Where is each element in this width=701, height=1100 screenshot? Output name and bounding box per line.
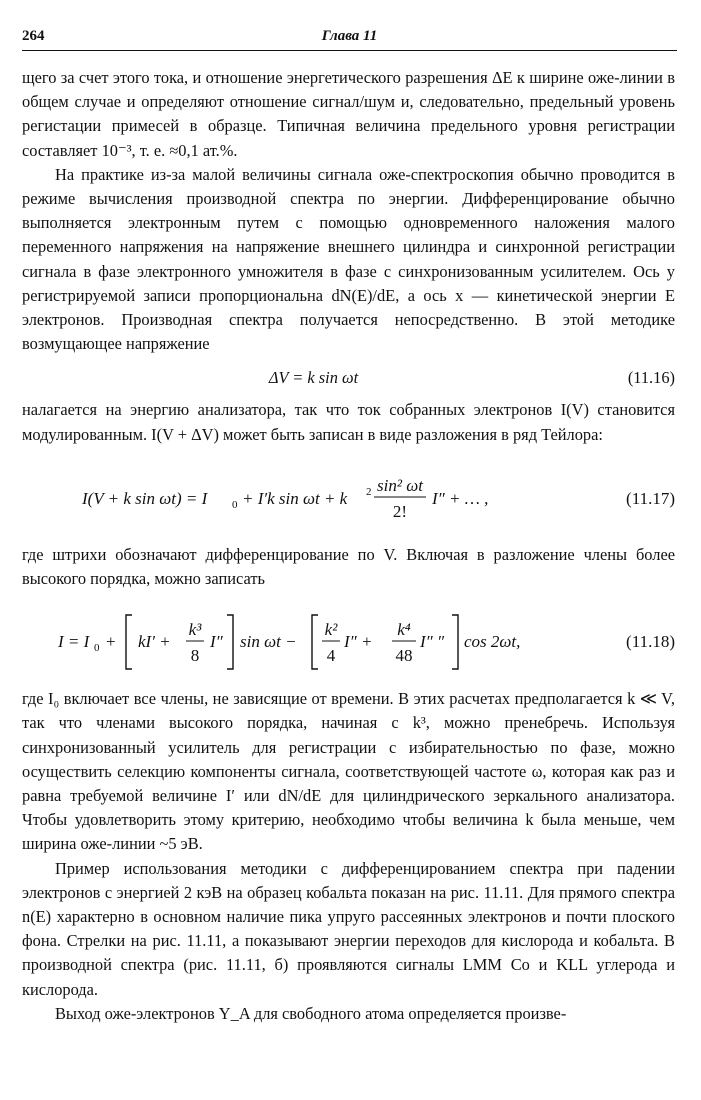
paragraph: налагается на энергию анализатора, так что ток собранных электронов I(V) становится модулированным. I(V + ΔV) может быть записан в виде разложения в ряд Тейлора: — [22, 400, 675, 444]
svg-text:cos 2ωt,: cos 2ωt, — [464, 632, 521, 652]
svg-text:k²: k² — [324, 620, 338, 640]
svg-text:+ I′k sin ωt + k: + I′k sin ωt + k — [242, 488, 348, 508]
svg-text:I″ +: I″ + — [344, 632, 373, 652]
svg-text:+: + — [106, 632, 116, 652]
svg-text:0: 0 — [232, 498, 238, 511]
svg-text:0: 0 — [94, 642, 100, 655]
svg-text:8: 8 — [190, 646, 200, 666]
text-body — [22, 66, 675, 1026]
svg-text:I″ + … ,: I″ + … , — [432, 488, 489, 508]
paragraph: Выход оже-электронов Y_A для свободного атома определяется произве- — [55, 1003, 567, 1023]
svg-text:sin² ωt: sin² ωt — [377, 475, 423, 495]
page-number: 264 — [22, 28, 45, 44]
paragraph: На практике из-за малой величины сигнала оже-спектроскопия обычно проводится в режиме вычисления производной спектра по энергии. Дифференцирование обычно выполняется электронным путем с помощью одновременного наложения малого переменного напряжения на напряжение внешнего цилиндра и синхронной регистрации сигнала в фазе электронного умножителя в фазе с синхронизованным усилителем. Ось y регистрируемой записи пропорциональна dN(E)/dE, а ось x — кинетической энергии E электронов. Производная спектра получается непосредственно. В этой методике возмущающее напряжение — [22, 164, 675, 354]
svg-text:2!: 2! — [392, 501, 408, 521]
svg-text:I″: I″ — [210, 632, 223, 652]
svg-text:2: 2 — [366, 485, 372, 498]
svg-text:k³: k³ — [188, 620, 202, 640]
svg-text:kI′ +: kI′ + — [138, 632, 171, 652]
equation-number: (11.18) — [626, 632, 675, 652]
svg-text:4: 4 — [326, 646, 336, 666]
paragraph: щего за счет этого тока, и отношение энергетического разрешения ΔE к ширине оже-линии в общем случае и определяют отношение сигнал/шум и, следовательно, предельный уровень регистации примесей в образце. Типичная величина предельного уровня регистрации составляет 10⁻³, т. е. ≈0,1 ат.%. — [22, 68, 675, 160]
svg-text:I = I: I = I — [58, 632, 90, 652]
equation-11-18 — [22, 591, 675, 687]
equation-formula: ΔV = k sin ωt — [268, 368, 359, 388]
svg-text:k⁴: k⁴ — [397, 620, 411, 640]
chapter-title: Глава 11 — [321, 28, 378, 44]
svg-text:I(V + k sin ωt) = I: I(V + k sin ωt) = I — [82, 488, 208, 508]
paragraph: где штрихи обозначают дифференцирование по V. Включая в разложение члены более высокого порядка, можно записать — [22, 544, 675, 589]
svg-text:I″ ″: I″ ″ — [420, 632, 445, 652]
equation-number: (11.17) — [626, 488, 675, 508]
paragraph: Пример использования методики с дифференцированием спектра при падении электронов с энергией 2 кэВ на образец кобальта показан на рис. 11.11. Для прямого спектра n(E) характерно в основном наличие пика упруго рассеянных электронов и почти плоского фона. Стрелки на рис. 11.11, a показывают энергии переходов для кислорода и кобальта. В производной спектра (рис. 11.11, б) проявляются сигналы LMM Co и KLL углерода и кислорода. — [22, 858, 675, 999]
svg-text:sin ωt −: sin ωt − — [240, 632, 297, 652]
equation-number: (11.16) — [627, 368, 675, 388]
running-header — [22, 26, 677, 51]
svg-text:48: 48 — [395, 646, 413, 666]
equation-11-16 — [22, 366, 675, 390]
paragraph: где I₀ включает все члены, не зависящие от времени. В этих расчетах предполагается k ≪ V, так что членами высокого порядка, начиная с k³, можно пренебречь. Используя синхронизованный усилитель для регистрации с избирательностью по фазе, можно осуществить селекцию компоненты сигнала, соответствующей частоте ω, которая как раз и равна требуемой величине I′ или dN/dE для цилиндрического зеркального анализатора. Чтобы удовлетворить этому критерию, необходимо чтобы величина k была меньше, чем ширина оже-линии ~5 эВ. — [22, 689, 675, 854]
equation-11-17 — [22, 447, 675, 543]
